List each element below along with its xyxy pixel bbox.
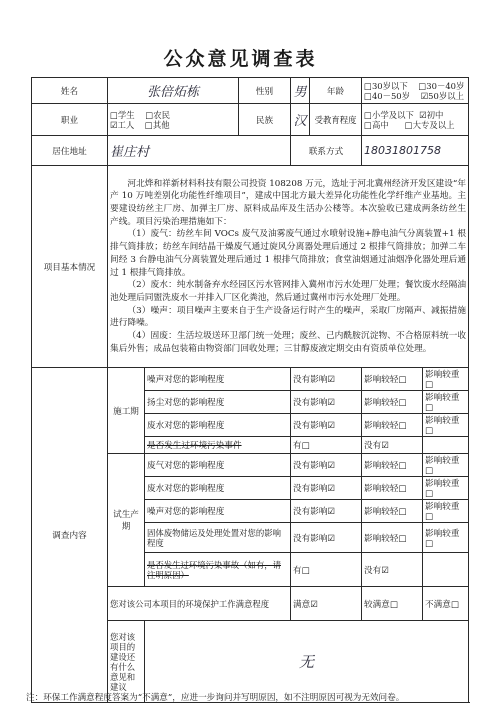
age-label: 年龄 [310, 78, 362, 104]
satisfaction-item: 您对该公司本项目的环境保护工作满意程度 [108, 587, 291, 621]
age-option-3[interactable]: □40－50岁 [364, 90, 411, 101]
footnote: 注：环保工作满意程度答案为“不满意”，应进一步询问并写明原因，如不注明原因可视为无效问卷。 [26, 693, 405, 703]
page-title: 公众意见调查表 [163, 48, 318, 70]
survey-item: 噪声对您的影响程度 [145, 500, 291, 523]
survey-option-no[interactable]: 没有☑ [362, 553, 423, 587]
survey-option-heavy[interactable]: 影响较重□ [423, 454, 469, 477]
job-option-student[interactable]: □学生 [110, 109, 135, 120]
age-option-2[interactable]: □30－40岁 [418, 80, 465, 91]
satisfaction-option-unsatisfied[interactable]: 不满意□ [423, 587, 469, 621]
survey-item: 废水对您的影响程度 [145, 414, 291, 437]
survey-item: 噪声对您的影响程度 [145, 368, 291, 391]
address-field[interactable]: 崔庄村 [108, 136, 291, 166]
education-label: 受教育程度 [310, 104, 362, 136]
survey-option-light[interactable]: 影响较轻□ [362, 391, 423, 414]
project-paragraph: （4）固废：生活垃圾送环卫部门统一处理；废丝、己内酰胺沉淀物、不合格原料统一收集后外售；成品包装箱由物资部门回收处理；三甘醇废液定期交由有资质单位处理。 [110, 331, 467, 354]
trial-period-label: 试生产期 [108, 454, 145, 587]
project-paragraph: 河北烨和祥新材料科技有限公司投资 108208 万元，选址于河北冀州经济开发区建设“年产 10 万吨差别化功能性纤维项目”，建成中国北方最大差异化功能性化学纤维产业基地。主要建设纺丝主厂房、加弹主厂房、原料成品库及生活办公楼等。本次验收已建成两条纺丝生产线。项目污染治理措施如下： [110, 178, 467, 227]
survey-item: 是否发生过环境污染事故（如有，请注明原因） [145, 553, 291, 587]
job-option-worker[interactable]: ☑工人 [110, 119, 135, 130]
suggestion-label: 您对该项目的建设还有什么意见和建议 [108, 621, 145, 703]
survey-item: 废水对您的影响程度 [145, 477, 291, 500]
education-option-senior[interactable]: □高中 [364, 119, 389, 130]
survey-option-none[interactable]: 没有影响☑ [291, 414, 362, 437]
survey-option-none[interactable]: 没有影响☑ [291, 368, 362, 391]
gender-field[interactable]: 男 [291, 78, 310, 104]
survey-option-heavy[interactable]: 影响较重□ [423, 391, 469, 414]
age-options[interactable] [362, 78, 469, 104]
survey-option-empty [423, 437, 469, 454]
project-label: 项目基本情况 [32, 166, 108, 368]
survey-option-heavy[interactable]: 影响较重□ [423, 477, 469, 500]
survey-label: 调查内容 [32, 368, 108, 703]
name-field[interactable]: 张倍炻栋 [108, 78, 239, 104]
survey-option-heavy[interactable]: 影响较重□ [423, 500, 469, 523]
project-paragraph: （3）噪声：项目噪声主要来自于生产设备运行时产生的噪声，采取厂房隔声、减振措施进行降噪。 [110, 305, 467, 329]
survey-option-empty [423, 553, 469, 587]
survey-option-light[interactable]: 影响较轻□ [362, 523, 423, 553]
address-label: 居住地址 [32, 136, 108, 166]
name-label: 姓名 [32, 78, 108, 104]
satisfaction-option-satisfied[interactable]: 满意☑ [291, 587, 362, 621]
gender-label: 性别 [239, 78, 291, 104]
survey-option-none[interactable]: 没有影响☑ [291, 391, 362, 414]
survey-option-light[interactable]: 影响较轻□ [362, 368, 423, 391]
survey-option-light[interactable]: 影响较轻□ [362, 500, 423, 523]
survey-option-heavy[interactable]: 影响较重□ [423, 368, 469, 391]
job-option-other[interactable]: □其他 [144, 119, 170, 130]
job-option-farmer[interactable]: □农民 [145, 109, 170, 120]
survey-option-yes[interactable]: 有□ [291, 437, 362, 454]
education-option-college[interactable]: □大专及以上 [404, 119, 455, 130]
contact-field[interactable]: 18031801758 [362, 136, 469, 166]
survey-item: 废气对您的影响程度 [145, 454, 291, 477]
ethnicity-field[interactable]: 汉 [291, 104, 310, 136]
job-options[interactable] [108, 104, 239, 136]
project-paragraph: （1）废气：纺丝车间 VOCs 废气及油雾废气通过水喷射设施+静电油气分离装置+1 根排气筒排放；纺丝车间结晶干燥废气通过旋风分离器处理后通过 2 根排气筒排放；加弹二车间经 3 台静电油气分离装置处理后通过 1 根排气筒排放；食堂油烟通过油烟净化器处理后通过 1 根排气筒排放。 [110, 229, 467, 278]
construction-period-label: 施工期 [108, 368, 145, 454]
survey-option-none[interactable]: 没有影响☑ [291, 523, 362, 553]
contact-label: 联系方式 [291, 136, 362, 166]
survey-option-light[interactable]: 影响较轻□ [362, 477, 423, 500]
survey-option-none[interactable]: 没有影响☑ [291, 500, 362, 523]
satisfaction-option-fair[interactable]: 较满意□ [362, 587, 423, 621]
ethnicity-label: 民族 [239, 104, 291, 136]
project-description [108, 166, 469, 368]
education-option-junior[interactable]: ☑初中 [419, 109, 444, 120]
survey-option-light[interactable]: 影响较轻□ [362, 414, 423, 437]
survey-option-heavy[interactable]: 影响较重□ [423, 414, 469, 437]
survey-item: 是否发生过环境污染事件 [145, 437, 291, 454]
age-option-1[interactable]: □30岁以下 [364, 80, 408, 91]
survey-table [31, 77, 469, 703]
survey-item: 固体废物储运及处理处置对您的影响程度 [145, 523, 291, 553]
survey-item: 扬尘对您的影响程度 [145, 391, 291, 414]
education-options[interactable] [362, 104, 469, 136]
project-paragraph: （2）废水：纯水制备弃水经园区污水管网排入冀州市污水处理厂处理；餐饮废水经隔油池处理后同盥洗废水一并排入厂区化粪池，然后通过冀州市污水处理厂处理。 [110, 280, 467, 303]
survey-option-yes[interactable]: 有□ [291, 553, 362, 587]
job-label: 职业 [32, 104, 108, 136]
age-option-4[interactable]: ☑50岁以上 [420, 90, 464, 101]
survey-option-heavy[interactable]: 影响较重□ [423, 523, 469, 553]
education-option-primary[interactable]: □小学及以下 [364, 109, 414, 120]
survey-option-light[interactable]: 影响较轻□ [362, 454, 423, 477]
survey-option-no[interactable]: 没有☑ [362, 437, 423, 454]
survey-option-none[interactable]: 没有影响☑ [291, 454, 362, 477]
suggestion-field[interactable]: 无 [145, 621, 469, 703]
survey-option-none[interactable]: 没有影响☑ [291, 477, 362, 500]
